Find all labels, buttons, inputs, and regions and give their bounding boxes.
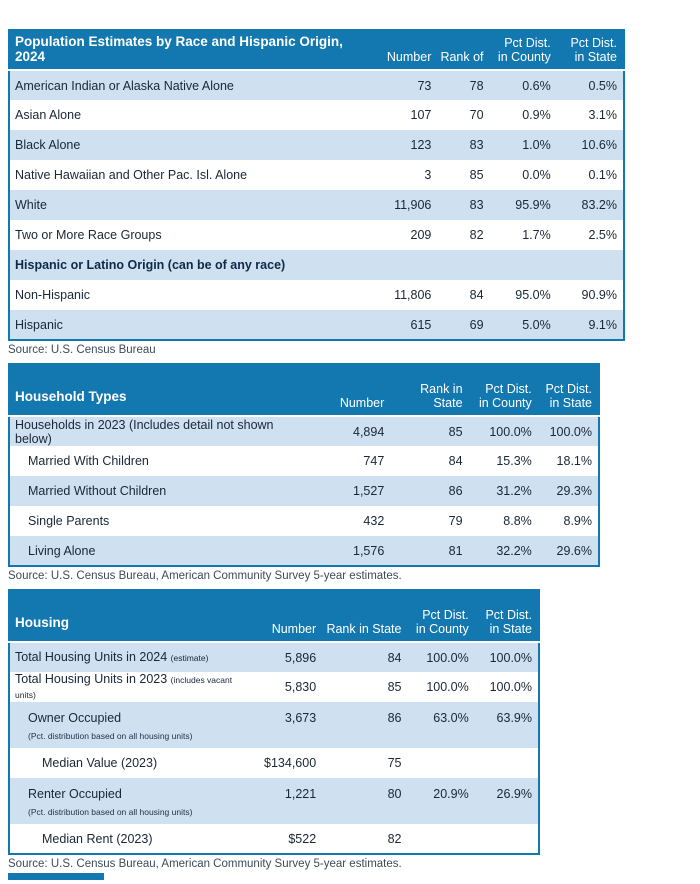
table-row — [9, 190, 624, 220]
row-label: Living Alone — [9, 536, 310, 566]
cell-rank: 84 — [469, 288, 484, 302]
cell-rank: 79 — [448, 514, 463, 528]
cell-pct-county: 100.0% — [469, 416, 538, 446]
row-label: Married Without Children — [9, 476, 310, 506]
table-row — [9, 220, 624, 250]
table-subheader-row — [9, 250, 624, 280]
source-line: Source: U.S. Census Bureau, American Community Survey 5-year estimates. — [8, 570, 402, 582]
row-label: Single Parents — [28, 514, 110, 528]
cell-pct-state: 100.0% — [475, 642, 539, 672]
cell-number: 5,896 — [238, 642, 322, 672]
table-row — [9, 446, 599, 476]
column-header-number: Number — [310, 364, 390, 416]
row-label: Black Alone — [9, 130, 367, 160]
source-line: Source: U.S. Census Bureau — [8, 344, 156, 356]
cell-pct-county — [407, 824, 474, 854]
cell-rank: 83 — [437, 190, 489, 220]
column-header-rank: Rank in State — [390, 364, 468, 416]
cell-number: 73 — [367, 70, 437, 100]
table-row — [9, 416, 599, 446]
cell-pct-county: 20.9% — [407, 778, 474, 824]
cell-number: $522 — [288, 831, 317, 846]
cell-pct-state: 10.6% — [557, 130, 624, 160]
cell-rank: 85 — [469, 168, 484, 182]
table-title: Household Types — [9, 364, 310, 416]
cell-number: 3 — [424, 168, 432, 182]
column-header-pct-state: Pct Dist. in State — [475, 590, 539, 642]
table-row — [9, 778, 539, 824]
cell-pct-state: 90.9% — [581, 288, 617, 302]
cell-pct-county: 1.0% — [490, 130, 557, 160]
cell-number: 209 — [410, 228, 432, 242]
column-header-pct-state: Pct Dist. in State — [557, 30, 624, 70]
cell-pct-state: 100.0% — [489, 680, 532, 694]
table-household-types — [8, 363, 600, 567]
cell-pct-county: 32.2% — [469, 536, 538, 566]
cell-number: 11,906 — [367, 190, 437, 220]
table-row — [9, 70, 624, 100]
cell-pct-state: 18.1% — [556, 454, 592, 468]
cell-number: 1,527 — [310, 476, 390, 506]
cell-pct-county: 5.0% — [490, 310, 557, 340]
table-row — [9, 280, 624, 310]
table-header-row — [9, 30, 624, 70]
cell-rank: 75 — [387, 756, 402, 770]
cell-number: 432 — [363, 514, 385, 528]
row-note-below: (Pct. distribution based on all housing units) — [28, 807, 193, 817]
cell-rank: 82 — [387, 831, 402, 846]
table-row — [9, 536, 599, 566]
column-header-pct-county: Pct Dist. in County — [490, 30, 557, 70]
cell-pct-county: 0.0% — [522, 168, 551, 182]
cell-number: $134,600 — [264, 756, 317, 770]
table-title: Housing — [9, 590, 238, 642]
cell-rank: 84 — [448, 454, 463, 468]
table-row — [9, 476, 599, 506]
column-header-pct-state: Pct Dist. in State — [538, 364, 599, 416]
cell-pct-county: 63.0% — [407, 702, 474, 748]
table-population-estimates — [8, 29, 625, 341]
row-label: American Indian or Alaska Native Alone — [9, 70, 367, 100]
cell-rank: 81 — [390, 536, 468, 566]
cell-rank: 85 — [387, 680, 402, 694]
cell-number: 3,673 — [238, 702, 322, 748]
row-label: Native Hawaiian and Other Pac. Isl. Alone — [15, 168, 248, 182]
row-label: Households in 2023 (Includes detail not shown below) — [9, 416, 310, 446]
table-header-row — [9, 364, 599, 416]
cell-pct-state: 9.1% — [557, 310, 624, 340]
source-line: Source: U.S. Census Bureau, American Community Survey 5-year estimates. — [8, 858, 402, 870]
cell-number: 4,894 — [310, 416, 390, 446]
cell-pct-state: 2.5% — [588, 228, 617, 242]
cell-pct-county: 95.9% — [490, 190, 557, 220]
row-note-below: (Pct. distribution based on all housing units) — [28, 731, 193, 741]
column-header-pct-county: Pct Dist. in County — [469, 364, 538, 416]
table-row — [9, 506, 599, 536]
cell-pct-state: 0.1% — [588, 168, 617, 182]
table-row — [9, 748, 539, 778]
table-row — [9, 310, 624, 340]
column-header-rank: Rank in State — [322, 590, 407, 642]
row-label: Renter Occupied (Pct. distribution based on all housing units) — [9, 778, 238, 824]
cell-pct-state: 83.2% — [557, 190, 624, 220]
column-header-number: Number — [367, 30, 437, 70]
cell-pct-state: 8.9% — [563, 514, 592, 528]
cell-pct-state: 3.1% — [588, 108, 617, 122]
cell-rank: 82 — [469, 228, 484, 242]
cell-pct-state — [475, 824, 539, 854]
cell-pct-state: 29.3% — [538, 476, 599, 506]
cell-pct-county: 0.9% — [522, 108, 551, 122]
row-label: Non-Hispanic — [15, 288, 91, 302]
cell-pct-county: 100.0% — [426, 680, 469, 694]
cell-pct-county: 8.8% — [503, 514, 532, 528]
table-header-row — [9, 590, 539, 642]
table-title: Population Estimates by Race and Hispanic Origin, 2024 — [9, 30, 367, 70]
cell-rank: 70 — [469, 108, 484, 122]
cell-pct-state: 26.9% — [475, 778, 539, 824]
table-row — [9, 642, 539, 672]
cell-number: 615 — [367, 310, 437, 340]
row-note-inline: (includes vacant units) — [15, 675, 233, 700]
cell-number: 5,830 — [284, 680, 317, 694]
cell-number: 1,576 — [310, 536, 390, 566]
table-row — [9, 702, 539, 748]
table-row — [9, 160, 624, 190]
row-label: Median Rent (2023) — [42, 831, 153, 846]
cell-rank: 86 — [390, 476, 468, 506]
subheader-label: Hispanic or Latino Origin (can be of any race) — [9, 250, 624, 280]
cell-rank: 85 — [390, 416, 468, 446]
cell-rank: 69 — [437, 310, 489, 340]
cell-pct-state: 100.0% — [538, 416, 599, 446]
table-housing — [8, 589, 540, 855]
row-label: Asian Alone — [15, 108, 82, 122]
cell-pct-county: 0.6% — [490, 70, 557, 100]
cell-number: 747 — [363, 454, 385, 468]
table-row — [9, 100, 624, 130]
cell-pct-state: 29.6% — [538, 536, 599, 566]
cell-number: 107 — [410, 108, 432, 122]
cell-pct-county: 1.7% — [522, 228, 551, 242]
table-row — [9, 672, 539, 702]
cell-rank: 84 — [322, 642, 407, 672]
row-label: White — [9, 190, 367, 220]
row-label: Owner Occupied (Pct. distribution based on all housing units) — [9, 702, 238, 748]
row-label: Median Value (2023) — [42, 756, 158, 770]
column-header-rank: Rank of — [437, 30, 489, 70]
cell-rank: 80 — [322, 778, 407, 824]
cell-number: 123 — [367, 130, 437, 160]
table-row — [9, 824, 539, 854]
cell-pct-county: 95.0% — [515, 288, 551, 302]
cell-pct-county — [407, 748, 474, 778]
table-row — [9, 130, 624, 160]
cell-rank: 78 — [437, 70, 489, 100]
next-table-cutoff-header — [8, 873, 104, 880]
column-header-number: Number — [238, 590, 322, 642]
cell-number: 11,806 — [394, 288, 432, 302]
cell-pct-county: 15.3% — [496, 454, 532, 468]
cell-rank: 83 — [437, 130, 489, 160]
cell-pct-county: 100.0% — [407, 642, 474, 672]
row-label: Total Housing Units in 2023 (includes vacant units) — [15, 672, 233, 700]
cell-pct-state: 63.9% — [475, 702, 539, 748]
cell-pct-county: 31.2% — [469, 476, 538, 506]
column-header-pct-county: Pct Dist. in County — [407, 590, 474, 642]
row-label: Hispanic — [9, 310, 367, 340]
row-label: Two or More Race Groups — [15, 228, 162, 242]
row-note-inline: (estimate) — [170, 653, 209, 663]
cell-number: 1,221 — [238, 778, 322, 824]
row-label: Total Housing Units in 2024 (estimate) — [9, 642, 238, 672]
cell-pct-state: 0.5% — [557, 70, 624, 100]
row-label: Married With Children — [28, 454, 149, 468]
cell-pct-state — [475, 748, 539, 778]
cell-rank: 86 — [322, 702, 407, 748]
